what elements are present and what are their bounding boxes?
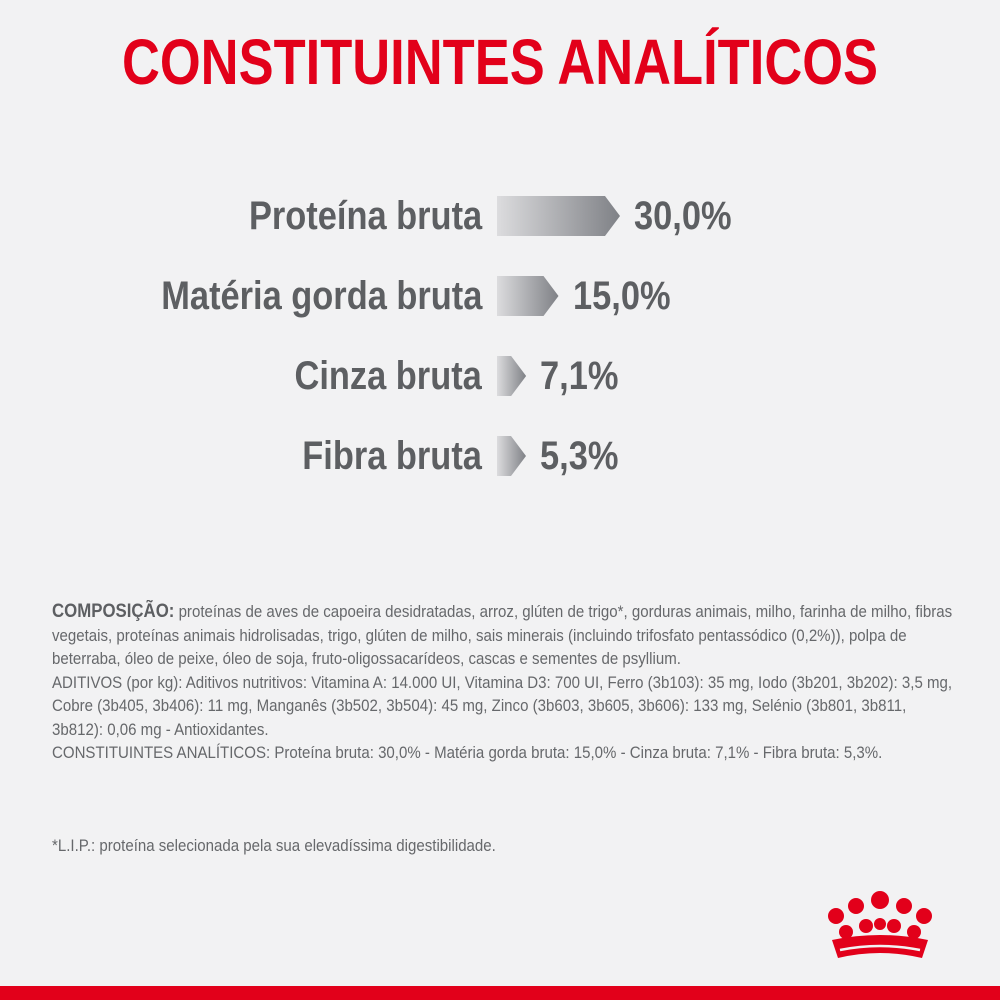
analytical-paragraph: CONSTITUINTES ANALÍTICOS: Proteína bruta: 30,0% - Matéria gorda bruta: 15,0% - Cinza bruta: 7,1% - Fibra bruta: 5,3%. xyxy=(52,743,883,762)
bar xyxy=(497,276,559,316)
footnote: *L.I.P.: proteína selecionada pela sua elevadíssima digestibilidade. xyxy=(52,836,496,855)
value-label: 30,0% xyxy=(634,194,732,238)
value-label: 15,0% xyxy=(572,274,671,318)
bar xyxy=(497,196,620,236)
composition-text: proteínas de aves de capoeira desidratadas, arroz, glúten de trigo*, gorduras animais, milho, farinha de milho, fibras vegetais, proteínas animais hidrolisadas, trigo, glúten de milho, sais minerais (incluindo trifosfato pentassódico (0,2%)), polpa de beterraba, óleo de peixe, óleo de soja, fruto-oligossacarídeos, cascas e sementes de psyllium. xyxy=(52,602,953,668)
category-label: Fibra bruta xyxy=(302,434,482,478)
value-label: 7,1% xyxy=(540,354,619,398)
chart-row xyxy=(0,266,1000,326)
chart-row xyxy=(0,426,1000,486)
category-label: Cinza bruta xyxy=(294,354,482,398)
composition-paragraph xyxy=(52,600,955,671)
bar-mark-container xyxy=(497,276,561,316)
composition-lead: COMPOSIÇÃO: xyxy=(52,601,175,622)
page-title: CONSTITUINTES ANALÍTICOS xyxy=(121,26,879,98)
bar-mark-container xyxy=(497,436,528,476)
bar xyxy=(497,436,526,476)
logo xyxy=(818,886,948,971)
bar-mark-container xyxy=(497,196,622,236)
chart-row xyxy=(0,186,1000,246)
crown-icon xyxy=(818,886,948,966)
additives-paragraph: ADITIVOS (por kg): Aditivos nutritivos: Vitamina A: 14.000 UI, Vitamina D3: 700 UI, Ferro (3b103): 35 mg, Iodo (3b201, 3b202): 3,5 mg, Cobre (3b405, 3b406): 11 mg, Manganês (3b502, 3b504): 45 mg, Zinco (3b603, 3b605, 3b606): 133 mg, Selénio (3b801, 3b811, 3b812): 0,06 mg - Antioxidantes. xyxy=(52,672,953,739)
value-label: 5,3% xyxy=(540,434,619,478)
bottom-band xyxy=(0,986,1000,1000)
category-label: Proteína bruta xyxy=(248,194,482,238)
composition-block xyxy=(52,600,955,765)
bar xyxy=(497,356,526,396)
bar-mark-container xyxy=(497,356,528,396)
chart-row xyxy=(0,346,1000,406)
category-label: Matéria gorda bruta xyxy=(160,274,482,318)
